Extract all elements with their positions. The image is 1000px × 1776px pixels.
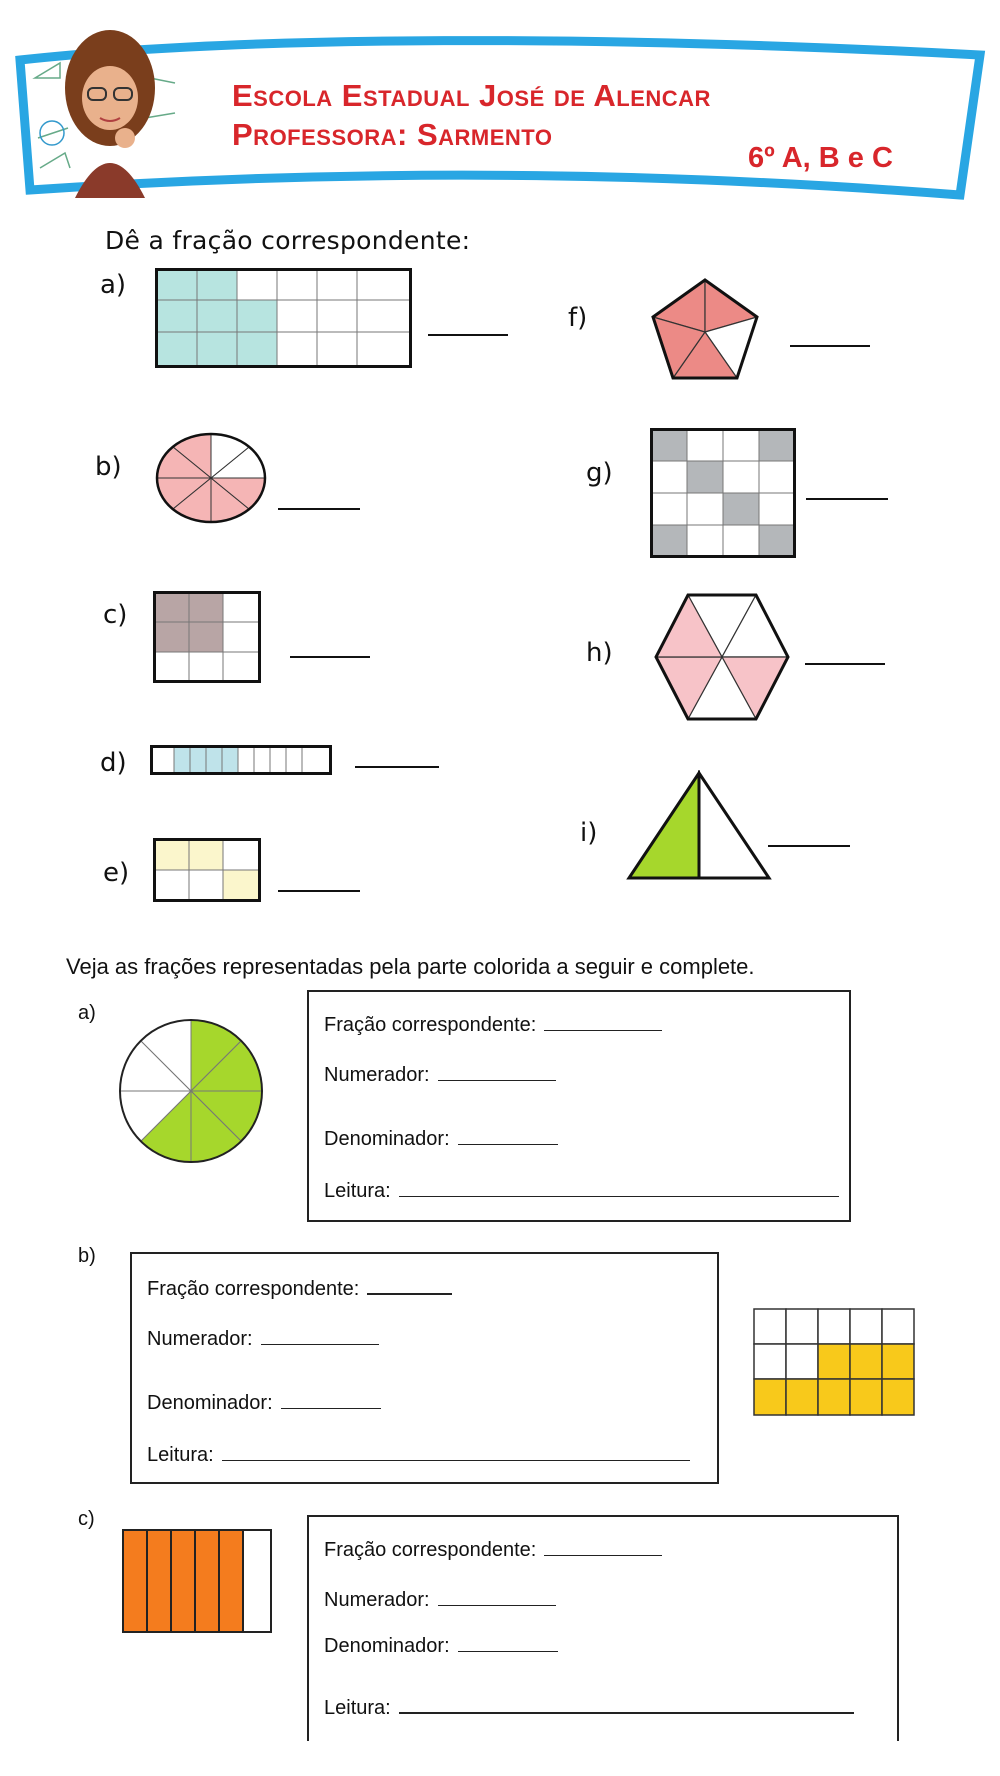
denominator-answer-line[interactable] [281, 1408, 381, 1409]
reading-answer-line[interactable] [399, 1712, 854, 1714]
ex2-figure-c-bars [121, 1528, 273, 1638]
teacher-name: Professora: Sarmento [232, 117, 553, 152]
ex1-label-h: h) [586, 638, 613, 668]
ex1-figure-g-grid [650, 428, 796, 562]
reading-label: Leitura: [147, 1444, 214, 1466]
numerator-label: Numerador: [324, 1064, 430, 1086]
denominator-label: Denominador: [147, 1392, 273, 1414]
numerator-answer-line[interactable] [438, 1080, 556, 1081]
numerator-answer-line[interactable] [261, 1344, 379, 1345]
reading-label: Leitura: [324, 1180, 391, 1202]
ex2-box-a [307, 990, 851, 1222]
answer-line-e[interactable] [278, 890, 360, 892]
ex1-figure-i-triangle [625, 770, 773, 886]
ex2-label-c: c) [78, 1508, 95, 1530]
ex1-label-f: f) [568, 303, 588, 333]
ex1-label-c: c) [103, 600, 128, 630]
answer-line-g[interactable] [806, 498, 888, 500]
ex1-figure-e-grid [153, 838, 261, 906]
ex2-figure-a-circle [118, 1018, 264, 1168]
denominator-label: Denominador: [324, 1635, 450, 1657]
denominator-answer-line[interactable] [458, 1144, 558, 1145]
answer-line-d[interactable] [355, 766, 439, 768]
ex1-label-b: b) [95, 452, 122, 482]
school-name: Escola Estadual José de Alencar [232, 78, 711, 113]
ex2-figure-b-grid [753, 1308, 915, 1420]
ex1-label-d: d) [100, 748, 127, 778]
exercise1-title: Dê a fração correspondente: [105, 226, 471, 255]
answer-line-a[interactable] [428, 334, 508, 336]
ex1-figure-c-grid [153, 591, 261, 687]
answer-line-c[interactable] [290, 656, 370, 658]
denominator-answer-line[interactable] [458, 1651, 558, 1652]
class-label: 6º A, B e C [748, 142, 893, 174]
reading-answer-line[interactable] [399, 1196, 839, 1197]
numerator-label: Numerador: [147, 1328, 253, 1350]
fraction-label: Fração correspondente: [324, 1539, 537, 1561]
exercise2-title: Veja as frações representadas pela parte colorida a seguir e complete. [66, 954, 755, 979]
ex1-label-g: g) [586, 458, 613, 488]
ex2-box-c [307, 1515, 899, 1741]
fraction-answer-line[interactable] [544, 1555, 662, 1556]
numerator-answer-line[interactable] [438, 1605, 556, 1606]
denominator-label: Denominador: [324, 1128, 450, 1150]
ex1-label-a: a) [100, 270, 127, 300]
teacher-illustration [30, 18, 190, 198]
ex1-figure-h-hexagon [654, 592, 790, 726]
ex2-box-b [130, 1252, 719, 1484]
fraction-answer-line[interactable] [367, 1293, 452, 1295]
numerator-label: Numerador: [324, 1589, 430, 1611]
ex1-figure-d-strip [150, 745, 332, 779]
ex1-label-i: i) [580, 818, 598, 848]
ex1-figure-a-grid [155, 268, 412, 372]
reading-label: Leitura: [324, 1697, 391, 1719]
ex2-label-a: a) [78, 1002, 96, 1024]
fraction-label: Fração correspondente: [324, 1014, 537, 1036]
ex1-figure-f-pentagon [650, 277, 760, 385]
fraction-label: Fração correspondente: [147, 1278, 360, 1300]
ex1-figure-b-circle [155, 432, 267, 528]
reading-answer-line[interactable] [222, 1460, 690, 1461]
answer-line-f[interactable] [790, 345, 870, 347]
answer-line-i[interactable] [768, 845, 850, 847]
ex1-label-e: e) [103, 858, 130, 888]
answer-line-b[interactable] [278, 508, 360, 510]
fraction-answer-line[interactable] [544, 1030, 662, 1031]
answer-line-h[interactable] [805, 663, 885, 665]
ex2-label-b: b) [78, 1245, 96, 1267]
